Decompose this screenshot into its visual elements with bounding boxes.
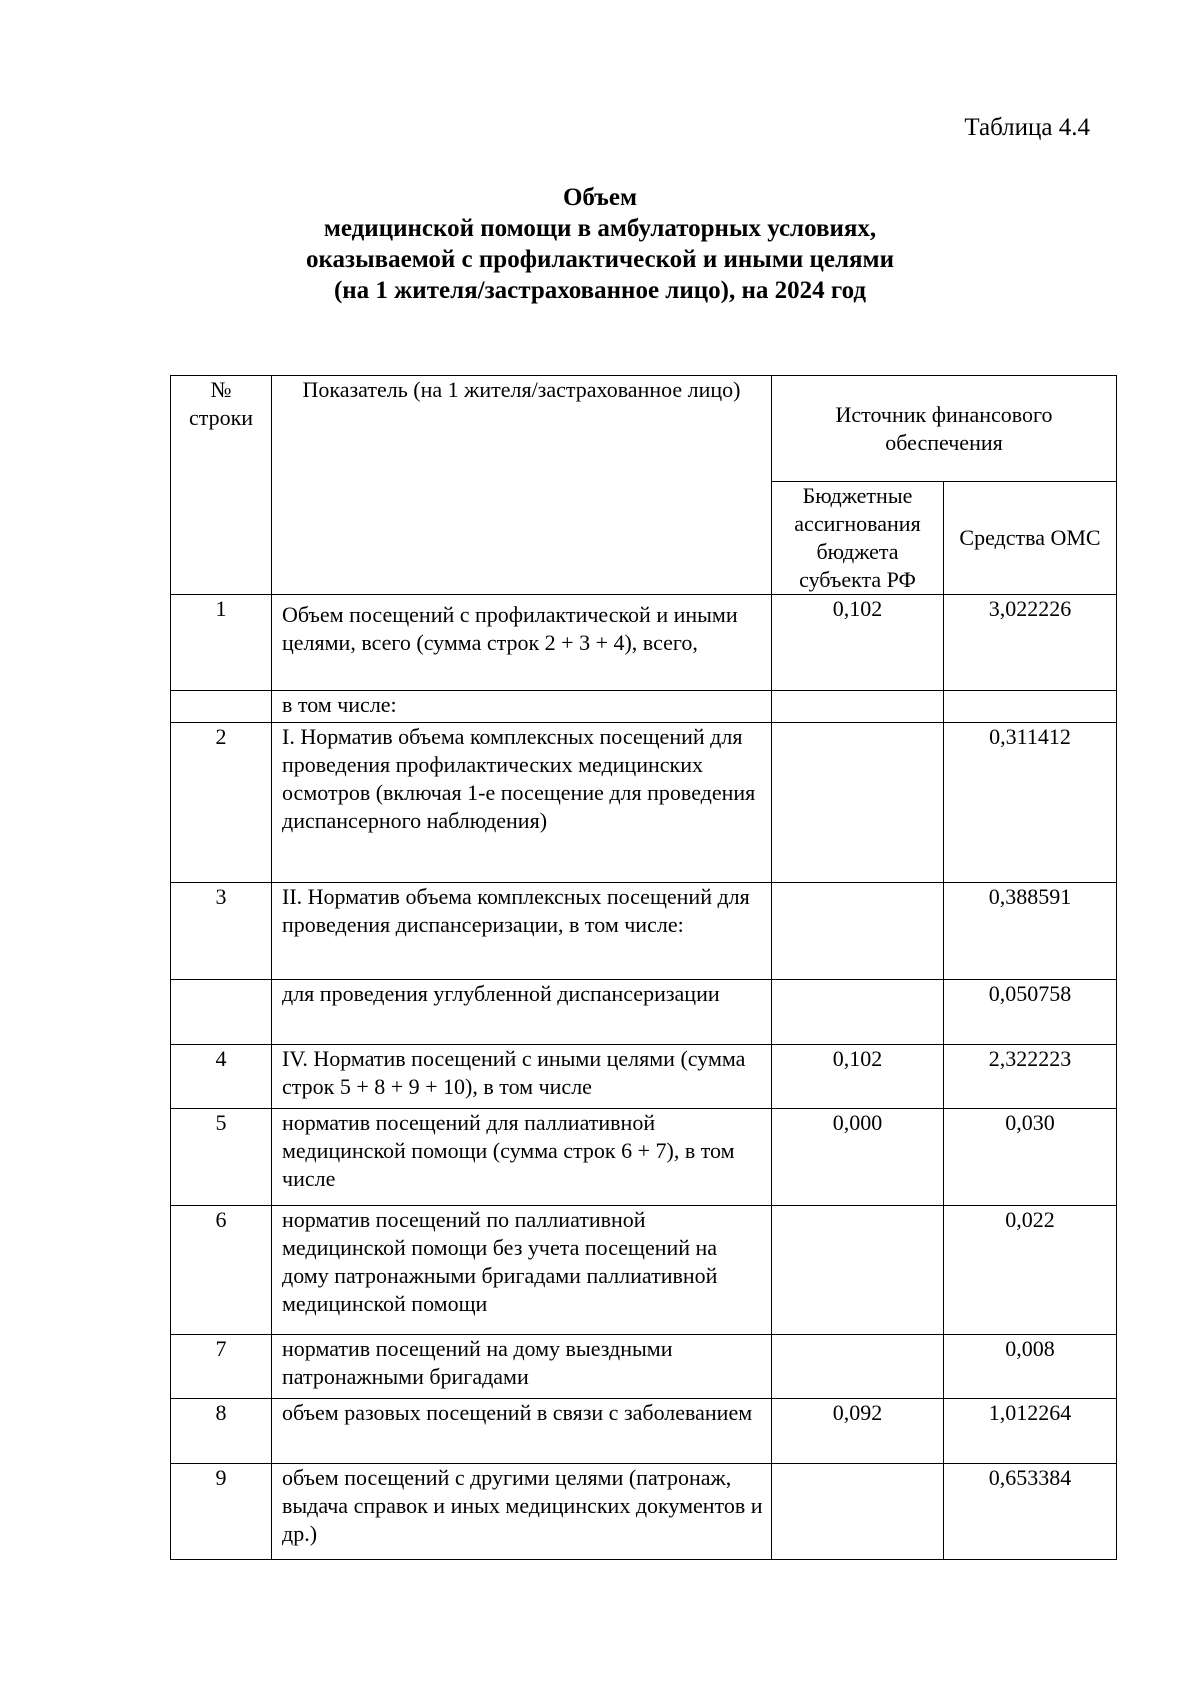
- row-indicator: I. Норматив объема комплексных посещений для проведения профилактических медицинских осмотров (включая 1-е посещение для проведения диспансерного наблюдения): [272, 723, 772, 883]
- row-budget-value: [772, 1206, 944, 1335]
- table-row: [171, 1464, 1117, 1560]
- row-number: 3: [171, 883, 272, 980]
- row-oms-value: 0,030: [944, 1109, 1117, 1206]
- header-budget: Бюджетные ассигнования бюджета субъекта РФ: [772, 482, 944, 595]
- row-number: [171, 691, 272, 723]
- document-title: [0, 182, 1200, 306]
- header-row-number: № строки: [171, 376, 272, 595]
- row-number: 4: [171, 1045, 272, 1109]
- row-budget-value: 0,092: [772, 1399, 944, 1464]
- table-row: [171, 1206, 1117, 1335]
- row-budget-value: [772, 1335, 944, 1399]
- row-oms-value: 0,653384: [944, 1464, 1117, 1560]
- row-indicator: норматив посещений по паллиативной медицинской помощи без учета посещений на дому патронажными бригадами паллиативной медицинской помощи: [272, 1206, 772, 1335]
- row-indicator: IV. Норматив посещений с иными целями (сумма строк 5 + 8 + 9 + 10), в том числе: [272, 1045, 772, 1109]
- row-indicator: норматив посещений для паллиативной медицинской помощи (сумма строк 6 + 7), в том числе: [272, 1109, 772, 1206]
- row-budget-value: 0,102: [772, 1045, 944, 1109]
- row-number: 6: [171, 1206, 272, 1335]
- header-indicator: Показатель (на 1 жителя/застрахованное лицо): [272, 376, 772, 595]
- row-indicator: объем посещений с другими целями (патронаж, выдача справок и иных медицинских документов и др.): [272, 1464, 772, 1560]
- table-number-label: Таблица 4.4: [964, 114, 1090, 141]
- row-oms-value: 0,008: [944, 1335, 1117, 1399]
- row-oms-value: 2,322223: [944, 1045, 1117, 1109]
- title-line-2: медицинской помощи в амбулаторных условиях,: [323, 215, 877, 242]
- row-budget-value: [772, 723, 944, 883]
- table-row: [171, 1109, 1117, 1206]
- row-indicator: в том числе:: [272, 691, 772, 723]
- row-number: 5: [171, 1109, 272, 1206]
- table-row: [171, 1335, 1117, 1399]
- title-line-3: оказываемой с профилактической и иными целями: [306, 246, 894, 273]
- row-oms-value: 0,388591: [944, 883, 1117, 980]
- row-number: 8: [171, 1399, 272, 1464]
- row-indicator: объем разовых посещений в связи с заболеванием: [272, 1399, 772, 1464]
- volume-table: [170, 375, 1117, 1560]
- header-oms: Средства ОМС: [944, 482, 1117, 595]
- row-indicator: норматив посещений на дому выездными патронажными бригадами: [272, 1335, 772, 1399]
- row-budget-value: [772, 980, 944, 1045]
- row-number: 7: [171, 1335, 272, 1399]
- row-budget-value: [772, 691, 944, 723]
- table-row: [171, 980, 1117, 1045]
- table-row: [171, 595, 1117, 691]
- row-indicator: для проведения углубленной диспансеризации: [272, 980, 772, 1045]
- row-indicator: Объем посещений с профилактической и иными целями, всего (сумма строк 2 + 3 + 4), всего,: [272, 595, 772, 691]
- row-number: 2: [171, 723, 272, 883]
- row-oms-value: 0,311412: [944, 723, 1117, 883]
- header-funding-source: Источник финансового обеспечения: [772, 376, 1117, 482]
- table-row: [171, 723, 1117, 883]
- title-line-1: Объем: [562, 184, 638, 211]
- row-oms-value: 3,022226: [944, 595, 1117, 691]
- row-budget-value: [772, 1464, 944, 1560]
- table-row: [171, 883, 1117, 980]
- row-oms-value: 0,050758: [944, 980, 1117, 1045]
- row-oms-value: 1,012264: [944, 1399, 1117, 1464]
- row-oms-value: [944, 691, 1117, 723]
- table-row: [171, 1045, 1117, 1109]
- row-number: 1: [171, 595, 272, 691]
- table-row: [171, 1399, 1117, 1464]
- row-oms-value: 0,022: [944, 1206, 1117, 1335]
- title-line-4: (на 1 жителя/застрахованное лицо), на 2024 год: [333, 277, 867, 304]
- row-number: [171, 980, 272, 1045]
- table-row: [171, 691, 1117, 723]
- row-budget-value: 0,102: [772, 595, 944, 691]
- row-budget-value: 0,000: [772, 1109, 944, 1206]
- row-budget-value: [772, 883, 944, 980]
- row-number: 9: [171, 1464, 272, 1560]
- row-indicator: II. Норматив объема комплексных посещений для проведения диспансеризации, в том числе:: [272, 883, 772, 980]
